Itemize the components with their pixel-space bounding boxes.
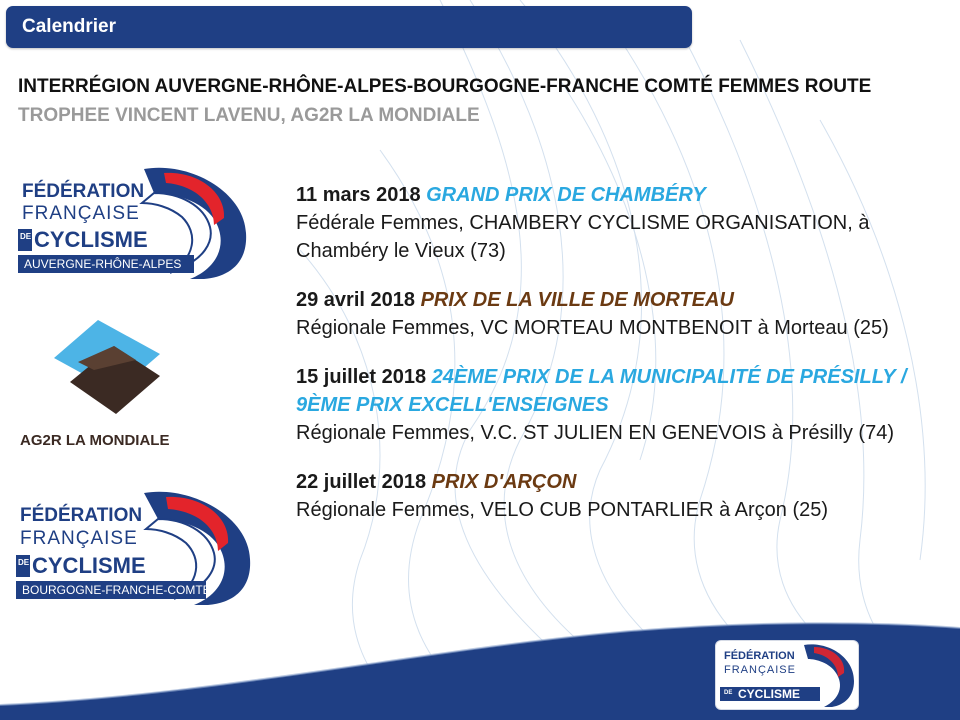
event-name: GRAND PRIX DE CHAMBÉRY: [426, 184, 706, 206]
event-name: 24ÈME PRIX DE LA MUNICIPALITÉ DE PRÉSILLY / 9ÈME PRIX EXCELL'ENSEIGNES: [296, 366, 907, 416]
event-date: 15 juillet 2018: [296, 366, 427, 388]
ag2r-diamond-icon: [18, 318, 208, 428]
event-item: [296, 363, 936, 447]
event-detail: Régionale Femmes, VC MORTEAU MONTBENOIT à Morteau (25): [296, 317, 889, 339]
event-detail: Régionale Femmes, VELO CUB PONTARLIER à Arçon (25): [296, 499, 829, 521]
ffc-bfc-line3: CYCLISME: [32, 553, 146, 578]
event-list: [296, 181, 936, 545]
event-detail: Régionale Femmes, V.C. ST JULIEN EN GENEVOIS à Présilly (74): [296, 422, 894, 444]
event-date: 22 juillet 2018: [296, 471, 427, 493]
ffc-bfc-line1: FÉDÉRATION: [20, 505, 143, 526]
ag2r-name: AG2R LA MONDIALE: [20, 432, 170, 449]
page-title: Calendrier: [22, 16, 116, 37]
ffc-bfc-line2: FRANÇAISE: [20, 528, 138, 549]
ag2r-la-mondiale-logo: [18, 318, 208, 454]
event-date: 29 avril 2018: [296, 289, 415, 311]
document-title: INTERRÉGION AUVERGNE-RHÔNE-ALPES-BOURGOGNE-FRANCHE COMTÉ FEMMES ROUTE: [18, 76, 872, 97]
ffc-ara-line1: FÉDÉRATION: [22, 181, 145, 202]
event-item: [296, 286, 936, 342]
ffc-footer-de: DE: [724, 690, 733, 696]
header-bar: [6, 6, 692, 48]
event-item: [296, 181, 936, 265]
ffc-ara-region: AUVERGNE-RHÔNE-ALPES: [24, 257, 182, 271]
ffc-footer-line1: FÉDÉRATION: [724, 650, 795, 662]
document-subtitle: TROPHEE VINCENT LAVENU, AG2R LA MONDIALE: [18, 105, 480, 126]
event-date: 11 mars 2018: [296, 184, 421, 206]
ffc-auvergne-rhone-alpes-logo: [14, 163, 254, 281]
event-name: PRIX D'ARÇON: [431, 471, 577, 493]
ffc-ara-line3: CYCLISME: [34, 227, 148, 252]
event-item: [296, 468, 936, 524]
ffc-bourgogne-franche-comte-logo: [14, 487, 258, 607]
event-detail: Fédérale Femmes, CHAMBERY CYCLISME ORGANISATION, à Chambéry le Vieux (73): [296, 212, 870, 262]
ffc-footer-line3: CYCLISME: [738, 687, 801, 701]
ffc-bfc-region: BOURGOGNE-FRANCHE-COMTÉ: [22, 583, 211, 597]
ffc-footer-line2: FRANÇAISE: [724, 664, 796, 676]
ffc-ara-de: DE: [20, 232, 32, 241]
event-name: PRIX DE LA VILLE DE MORTEAU: [420, 289, 734, 311]
ffc-footer-logo: [716, 641, 858, 709]
ffc-bfc-de: DE: [18, 558, 30, 567]
ffc-ara-line2: FRANÇAISE: [22, 203, 140, 224]
